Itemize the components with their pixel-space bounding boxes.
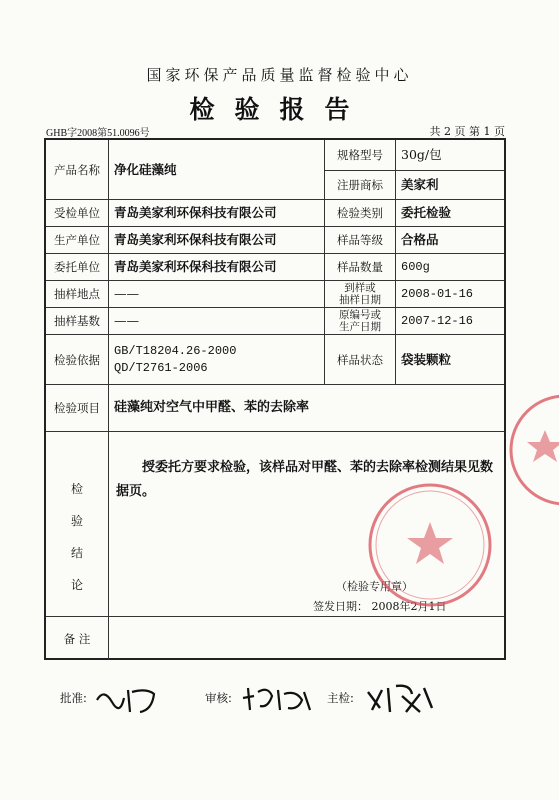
spec-value: 30g/包 — [401, 147, 442, 162]
conclusion-label-char-2: 验 — [70, 514, 83, 528]
inspection-seal-edge — [505, 390, 559, 510]
remarks-label: 备 注 — [63, 631, 91, 646]
sampling-base-value: —— — [114, 313, 139, 328]
document-number: GHB字2008第51.0096号 — [46, 128, 150, 139]
trademark-label: 注册商标 — [337, 178, 383, 192]
conclusion-label-char-1: 检 — [70, 482, 83, 496]
arrival-date-label: 到样或 抽样日期 — [339, 282, 381, 306]
grade-label: 样品等级 — [337, 233, 383, 247]
category-label: 检验类别 — [337, 206, 383, 220]
client-label: 委托单位 — [54, 260, 100, 274]
issue-date: 签发日期： 2008年2月1日 — [313, 600, 447, 613]
conclusion-label-char-3: 结 — [70, 546, 83, 560]
receiver-value: 青岛美家利环保科技有限公司 — [114, 205, 277, 220]
conclusion-text: 授委托方要求检验，该样品对甲醛、苯的去除率检测结果见数据页。 — [116, 460, 494, 499]
sampling-base-label: 抽样基数 — [54, 314, 100, 328]
quantity-value: 600g — [401, 260, 430, 274]
product-name: 净化硅藻纯 — [114, 161, 177, 177]
chief-inspector-signature — [362, 678, 442, 718]
sampling-place-label: 抽样地点 — [54, 287, 100, 301]
sample-state-value: 袋装颗粒 — [401, 351, 452, 367]
receiver-label: 受检单位 — [54, 206, 100, 220]
sample-state-label: 样品状态 — [337, 352, 383, 367]
sampling-place-value: —— — [114, 286, 139, 301]
spec-label: 规格型号 — [337, 148, 383, 162]
approve-label: 批准: — [60, 691, 87, 705]
issuing-organization: 国家环保产品质量监督检验中心 — [146, 66, 413, 84]
product-name-label: 产品名称 — [54, 162, 100, 177]
basis-standard-2: QD/T2761-2006 — [114, 360, 208, 375]
production-date-value: 2007-12-16 — [401, 314, 474, 328]
producer-label: 生产单位 — [54, 233, 100, 247]
producer-value: 青岛美家利环保科技有限公司 — [114, 232, 277, 247]
items-value: 硅藻纯对空气中甲醛、苯的去除率 — [114, 400, 310, 415]
basis-standard-1: GB/T18204.26-2000 — [114, 343, 237, 358]
grade-value: 合格品 — [401, 232, 439, 247]
page-info: 共 2 页 第 1 页 — [429, 125, 505, 138]
arrival-date-value: 2008-01-16 — [401, 287, 474, 301]
quantity-label: 样品数量 — [337, 260, 383, 274]
basis-values — [109, 335, 324, 384]
client-value: 青岛美家利环保科技有限公司 — [114, 259, 277, 274]
report-title: 检验报告 — [189, 95, 370, 124]
items-label: 检验项目 — [54, 401, 100, 415]
chief-inspector-label: 主检: — [327, 691, 354, 705]
inspection-seal-center — [365, 480, 495, 610]
reviewer-signature — [238, 680, 318, 716]
review-label: 审核: — [205, 691, 232, 705]
conclusion-label-char-4: 论 — [70, 578, 83, 592]
production-date-label: 原编号或 生产日期 — [339, 309, 381, 333]
stamp-note: （检验专用章） — [336, 580, 413, 593]
approver-signature — [92, 680, 162, 716]
basis-label: 检验依据 — [54, 352, 100, 367]
category-value: 委托检验 — [401, 205, 452, 220]
trademark-value: 美家利 — [401, 177, 439, 192]
